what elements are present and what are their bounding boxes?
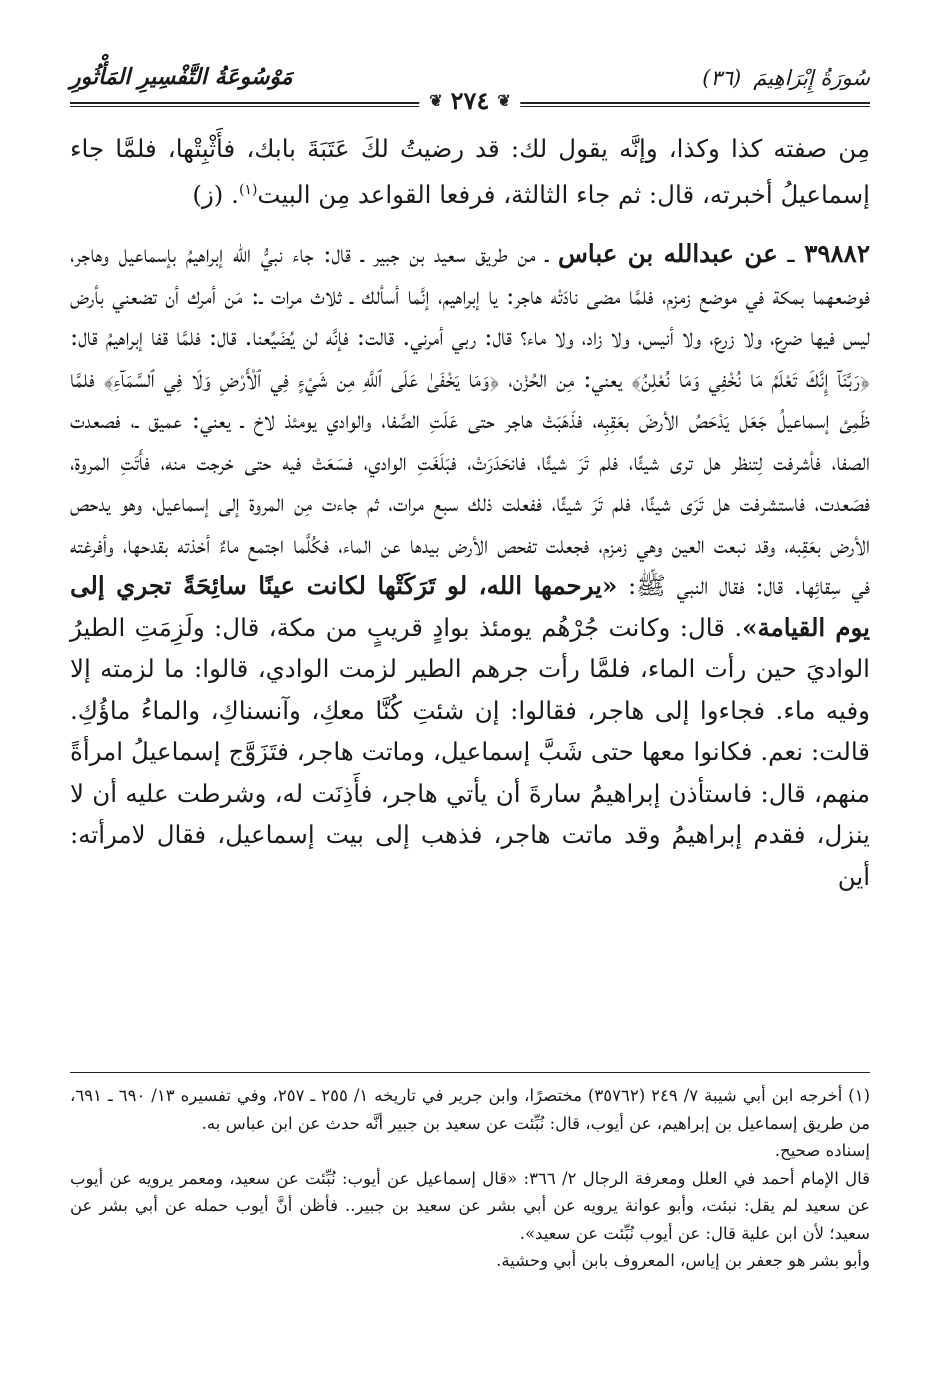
hadith-number: ٣٩٨٨٢ <box>804 239 870 269</box>
ornament-icon: ❦ <box>429 91 443 110</box>
paragraph-end: . (ز) <box>192 179 239 209</box>
footnote-divider <box>70 1072 870 1073</box>
footnotes <box>70 1082 870 1275</box>
hadith-entry: ٣٩٨٨٢ ـ عن عبدالله بن عباس ـ من طريق سعيد بن جبير ـ قال: جاء نبيُّ الله إبراهيمُ بإسماعيل وهاجر، فوضعهما بمكة في موضع زمزم، فلمَّا مضى نادَتْه هاجر: يا إبراهيم، إنَّما أسألك ـ ثلاث مرات ـ: مَن أمرك أن تضعني بأرض ليس فيها ضرع، ولا زرع، ولا أنيس، ولا زاد، ولا ماء؟ قال: ربي أمرني. قالت: فإنَّه لن يُضَيِّعنا. قال: فلمَّا قفا إبراهيمُ قال: ﴿رَبَّنَآ إِنَّكَ تَعْلَمُ مَا نُخْفِي وَمَا نُعْلِنُ﴾ يعني: مِن الحُزْن، ﴿وَمَا يَخْفَىٰ عَلَى ٱللَّهِ مِن شَيْءٍ فِي ٱلْأَرْضِ وَلَا فِي ٱلسَّمَآءِ﴾ فلمَّا ظَمِئ إسماعيلُ جَعَل يَدْحَصُ الأرضَ بعَقِبِه، فذَهَبَتْ هاجر حتى عَلَتِ الصَّفا، والوادي يومئذ لاخ ـ يعني: عميق ـ، فصعدت الصفا، فأشرفت لِتنظر هل ترى شيئًا، فلم تَرَ شيئًا، فانحَدَرَتْ، فبَلَغَتِ الوادي، فسَعَتْ فيه حتى خرجت منه، فأَتَتِ المروة، فصَعدت، فاستشرفت هل تَرَى شيئًا، فلم تَرَ شيئًا، ففعلت ذلك سبع مرات، ثم جاءت مِن المروة إلى إسماعيل، وهو يدحص الأرض بعَقِبه، وقد نبعت العين وهي زمزم، فجعلت تفحص الأرض بيدها عن الماء، فكُلَّما اجتمع ماءٌ أخذته بقدحها، وأفرغته في سِقائِها. قال: فقال النبي ﷺ: «يرحمها الله، لو تَرَكَتْها لكانت عينًا سائِحَةً تجري إلى يوم القيامة». قال: وكانت جُرْهُم يومئذ بوادٍ قريبٍ من مكة، قال: ولَزِمَتِ الطيرُ الواديَ حين رأت الماء، فلمَّا رأت جرهم الطير لزمت الوادي، قالوا: ما لزمته إلا وفيه ماء. فجاءوا إلى هاجر، فقالوا: إن شئتِ كُنَّا معكِ، وآنسناكِ، والماءُ ماؤُكِ. قالت: نعم. فكانوا معها حتى شَبَّ إسماعيل، وماتت هاجر، فتَزَوَّج إسماعيلُ امرأةً منهم، قال: فاستأذن إبراهيمُ سارةَ أن يأتي هاجر، فأَذِنَت له، وشرطت عليه أن لا ينزل، فقدم إبراهيمُ وقد ماتت هاجر، فذهب إلى بيت إسماعيل، فقال لامرأته: أين <box>70 239 870 891</box>
surah-title: سُورَةُ إِبْرَاهِيمَ <box>753 66 870 90</box>
page-number-block <box>419 86 520 115</box>
footnote-1: (١) أخرجه ابن أبي شيبة ٧/ ٢٤٩ (٣٥٧٦٢) مختصرًا، وابن جرير في تاريخه ١/ ٢٥٥ ـ ٢٥٧، وفي تفسيره ١٣/ ٦٩٠ ـ ٦٩١، من طريق إسماعيل بن إبراهيم، عن أيوب، قال: نُبِّئت عن سعيد بن جبير أنَّه حدث عن ابن عباس به. <box>70 1086 871 1133</box>
footnote-abu-bishr: وأبو بشر هو جعفر بن إياس، المعروف بابن أبي وحشية. <box>496 1251 870 1270</box>
book-title: مَوْسُوعَةُ التَّفْسِيرِ المَأْثُورِ <box>70 64 293 90</box>
page-header <box>70 58 870 118</box>
paragraph-continuation <box>70 128 870 215</box>
paragraph-gap <box>70 215 870 233</box>
prophet-quote: «يرحمها الله، لو تَرَكَتْها لكانت عينًا سائِحَةً تجري إلى يوم القيامة» <box>70 571 870 642</box>
surah-number: (٣٦) <box>702 66 742 90</box>
hadith-narrator: عن عبدالله بن عباس <box>557 239 778 269</box>
ornament-icon: ❦ <box>497 91 511 110</box>
hadith-text: ـ من طريق سعيد بن جبير ـ قال: جاء نبيُّ الله إبراهيمُ بإسماعيل وهاجر، فوضعهما بمكة في موضع زمزم، فلمَّا مضى نادَتْه هاجر: يا إبراهيم، إنَّما أسألك ـ ثلاث مرات ـ: مَن أمرك أن تضعني بأرض ليس فيها ضرع، ولا زرع، ولا أنيس، ولا زاد، ولا ماء؟ قال: ربي أمرني. قالت: فإنَّه لن يُضَيِّعنا. قال: فلمَّا قفا إبراهيمُ قال: ﴿رَبَّنَآ إِنَّكَ تَعْلَمُ مَا نُخْفِي وَمَا نُعْلِنُ﴾ يعني: مِن الحُزْن، ﴿وَمَا يَخْفَىٰ عَلَى ٱللَّهِ مِن شَيْءٍ فِي ٱلْأَرْضِ وَلَا فِي ٱلسَّمَآءِ﴾ فلمَّا ظَمِئ إسماعيلُ جَعَل يَدْحَصُ الأرضَ بعَقِبِه، فذَهَبَتْ هاجر حتى عَلَتِ الصَّفا، والوادي يومئذ لاخ ـ يعني: عميق ـ، فصعدت الصفا، فأشرفت لِتنظر هل ترى شيئًا، فلم تَرَ شيئًا، فانحَدَرَتْ، فبَلَغَتِ الوادي، فسَعَتْ فيه حتى خرجت منه، فأَتَتِ المروة، فصَعدت، فاستشرفت هل تَرَى شيئًا، فلم تَرَ شيئًا، ففعلت ذلك سبع مرات، ثم جاءت مِن المروة إلى إسماعيل، وهو يدحص الأرض بعَقِبه، وقد نبعت العين وهي زمزم، فجعلت تفحص الأرض بيدها عن الماء، فكُلَّما اجتمع ماءٌ أخذته بقدحها، وأفرغته في سِقائِها. قال: فقال النبي ﷺ: <box>70 239 870 601</box>
footnote-reference: (١) <box>238 181 258 198</box>
paragraph-text: مِن صفته كذا وكذا، وإنَّه يقول لك: قد رضيتُ لكَ عَتَبَةَ بابك، فأَثْبِتْها، فلمَّا جاء إسماعيلُ أخبرته، قال: ثم جاء الثالثة، فرفعا القواعد مِن البيت <box>70 134 870 209</box>
page-number: ٢٧٤ <box>450 86 490 115</box>
footnote-grading: إسناده صحيح. <box>774 1141 870 1160</box>
footnote-ahmad-quote: قال الإمام أحمد في العلل ومعرفة الرجال ٢/ ٣٦٦: «قال إسماعيل عن أيوب: نُبِّئت عن سعيد، ومعمر يرويه عن أيوب عن سعيد لم يقل: نبئت، وأبو عوانة يرويه عن أبي بشر عن سعيد بن جبير.. فأظن أنَّ أيوب حمله عن أبي بشر عن سعيد؛ لأن ابن علية قال: عن أيوب نُبِّئت عن سعيد». <box>70 1168 870 1243</box>
main-text <box>70 128 870 897</box>
hadith-text-continued: . قال: وكانت جُرْهُم يومئذ بوادٍ قريبٍ من مكة، قال: ولَزِمَتِ الطيرُ الواديَ حين رأت الماء، فلمَّا رأت جرهم الطير لزمت الوادي، قالوا: ما لزمته إلا وفيه ماء. فجاءوا إلى هاجر، فقالوا: إن شئتِ كُنَّا معكِ، وآنسناكِ، والماءُ ماؤُكِ. قالت: نعم. فكانوا معها حتى شَبَّ إسماعيل، وماتت هاجر، فتَزَوَّج إسماعيلُ امرأةً منهم، قال: فاستأذن إبراهيمُ سارةَ أن يأتي هاجر، فأَذِنَت له، وشرطت عليه أن لا ينزل، فقدم إبراهيمُ وقد ماتت هاجر، فذهب إلى بيت إسماعيل، فقال لامرأته: أين <box>70 612 870 891</box>
surah-heading <box>702 66 870 90</box>
